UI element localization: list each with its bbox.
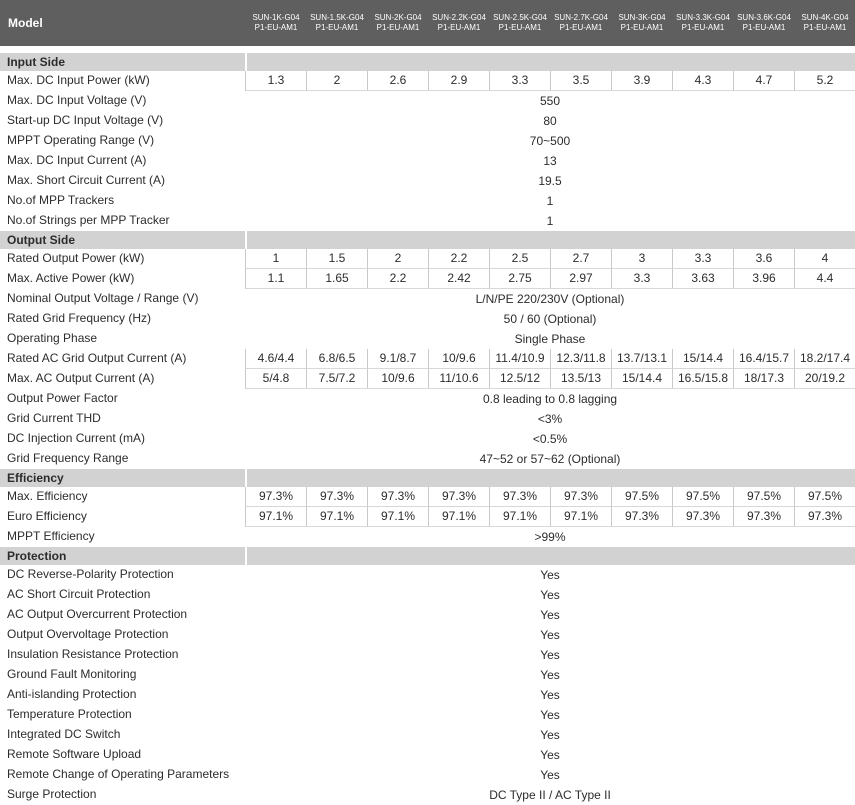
cell-value: 10/9.6 xyxy=(367,369,428,389)
cell-value: 18.2/17.4 xyxy=(794,349,855,369)
cell-value-span: Yes xyxy=(540,707,560,722)
cell-value: 1.1 xyxy=(245,269,306,289)
cell-value: 5/4.8 xyxy=(245,369,306,389)
table-row xyxy=(0,645,855,665)
table-row xyxy=(0,605,855,625)
cell-value: 4.3 xyxy=(672,71,733,91)
cell-value: 97.3% xyxy=(245,487,306,507)
cell-value: 16.5/15.8 xyxy=(672,369,733,389)
model-name-line2: P1-EU-AM1 xyxy=(498,23,542,32)
cell-value: 13.5/13 xyxy=(550,369,611,389)
cell-value: 2.5 xyxy=(489,249,550,269)
cell-value: 3.6 xyxy=(733,249,794,269)
model-name-line1: SUN-1K-G04 xyxy=(252,13,300,22)
table-row xyxy=(0,191,855,211)
row-label: Remote Software Upload xyxy=(0,745,245,765)
row-label: Max. AC Output Current (A) xyxy=(0,369,245,389)
table-row xyxy=(0,765,855,785)
cell-value: 3.3 xyxy=(672,249,733,269)
row-label: MPPT Efficiency xyxy=(0,527,245,547)
cell-value-span: <0.5% xyxy=(532,431,568,446)
cell-value: 1.65 xyxy=(306,269,367,289)
cell-value: 97.5% xyxy=(672,487,733,507)
cell-value: 97.3% xyxy=(428,487,489,507)
model-name-line1: SUN-4K-G04 xyxy=(801,13,849,22)
table-header xyxy=(0,0,855,53)
cell-value: 1.5 xyxy=(306,249,367,269)
row-label: Output Overvoltage Protection xyxy=(0,625,245,645)
row-label: No.of MPP Trackers xyxy=(0,191,245,211)
cell-value: 4.6/4.4 xyxy=(245,349,306,369)
cell-value-span: 19.5 xyxy=(538,173,562,188)
model-name-line2: P1-EU-AM1 xyxy=(620,23,664,32)
cell-value: 11.4/10.9 xyxy=(489,349,550,369)
cell-value-span: 70~500 xyxy=(529,133,571,148)
cell-value-span: Yes xyxy=(540,627,560,642)
table-row xyxy=(0,389,855,409)
cell-value: 97.3% xyxy=(611,507,672,527)
cell-value: 13.7/13.1 xyxy=(611,349,672,369)
table-row xyxy=(0,785,855,805)
row-label: Euro Efficiency xyxy=(0,507,245,527)
row-label: Rated AC Grid Output Current (A) xyxy=(0,349,245,369)
cell-value: 12.5/12 xyxy=(489,369,550,389)
model-header xyxy=(611,0,672,46)
table-row xyxy=(0,705,855,725)
row-label: Operating Phase xyxy=(0,329,245,349)
table-row xyxy=(0,665,855,685)
cell-value-span: Yes xyxy=(540,747,560,762)
row-label: Grid Frequency Range xyxy=(0,449,245,469)
cell-value: 2.97 xyxy=(550,269,611,289)
cell-value: 97.3% xyxy=(550,487,611,507)
cell-value: 97.5% xyxy=(611,487,672,507)
table-row xyxy=(0,409,855,429)
model-name-line1: SUN-3.3K-G04 xyxy=(676,13,730,22)
cell-value: 7.5/7.2 xyxy=(306,369,367,389)
cell-value-span: 47~52 or 57~62 (Optional) xyxy=(479,451,621,466)
cell-value-span: 13 xyxy=(543,153,557,168)
section-title: Input Side xyxy=(0,53,245,71)
section-fill xyxy=(245,53,855,71)
model-header xyxy=(428,0,489,46)
row-label: DC Reverse-Polarity Protection xyxy=(0,565,245,585)
section-title: Efficiency xyxy=(0,469,245,487)
model-name-line1: SUN-1.5K-G04 xyxy=(310,13,364,22)
row-label: Rated Grid Frequency (Hz) xyxy=(0,309,245,329)
row-label: No.of Strings per MPP Tracker xyxy=(0,211,245,231)
cell-value-span: DC Type II / AC Type II xyxy=(489,787,611,802)
table-row xyxy=(0,527,855,547)
model-header xyxy=(245,0,306,46)
row-label: Max. Active Power (kW) xyxy=(0,269,245,289)
table-row xyxy=(0,487,855,507)
cell-value: 15/14.4 xyxy=(611,369,672,389)
cell-value-span: Yes xyxy=(540,667,560,682)
cell-value: 5.2 xyxy=(794,71,855,91)
row-label: Anti-islanding Protection xyxy=(0,685,245,705)
section-header xyxy=(0,53,855,71)
table-row xyxy=(0,289,855,309)
cell-value: 97.1% xyxy=(245,507,306,527)
cell-value: 97.3% xyxy=(367,487,428,507)
row-label: Ground Fault Monitoring xyxy=(0,665,245,685)
cell-value-span: 1 xyxy=(546,213,554,228)
row-label: Rated Output Power (kW) xyxy=(0,249,245,269)
cell-value: 18/17.3 xyxy=(733,369,794,389)
cell-value: 97.3% xyxy=(733,507,794,527)
table-row xyxy=(0,211,855,231)
cell-value-span: Yes xyxy=(540,727,560,742)
cell-value: 6.8/6.5 xyxy=(306,349,367,369)
model-name-line1: SUN-2.5K-G04 xyxy=(493,13,547,22)
cell-value: 97.1% xyxy=(489,507,550,527)
cell-value-span: 550 xyxy=(539,93,561,108)
cell-value: 4.4 xyxy=(794,269,855,289)
cell-value-span: Yes xyxy=(540,647,560,662)
row-label: Insulation Resistance Protection xyxy=(0,645,245,665)
row-label: Max. DC Input Current (A) xyxy=(0,151,245,171)
cell-value: 3.96 xyxy=(733,269,794,289)
cell-value: 15/14.4 xyxy=(672,349,733,369)
table-row xyxy=(0,507,855,527)
row-label: Grid Current THD xyxy=(0,409,245,429)
cell-value: 97.3% xyxy=(672,507,733,527)
cell-value: 97.1% xyxy=(550,507,611,527)
row-label: Nominal Output Voltage / Range (V) xyxy=(0,289,245,309)
model-header xyxy=(672,0,733,46)
cell-value: 3.5 xyxy=(550,71,611,91)
cell-value-span: Yes xyxy=(540,567,560,582)
cell-value: 12.3/11.8 xyxy=(550,349,611,369)
cell-value: 1 xyxy=(245,249,306,269)
row-label: Max. Efficiency xyxy=(0,487,245,507)
model-name-line2: P1-EU-AM1 xyxy=(803,23,847,32)
table-row xyxy=(0,725,855,745)
model-name-line2: P1-EU-AM1 xyxy=(681,23,725,32)
model-name-line2: P1-EU-AM1 xyxy=(315,23,359,32)
cell-value: 10/9.6 xyxy=(428,349,489,369)
model-name-line1: SUN-3K-G04 xyxy=(618,13,666,22)
cell-value: 97.1% xyxy=(367,507,428,527)
cell-value-span: Yes xyxy=(540,767,560,782)
cell-value: 4 xyxy=(794,249,855,269)
table-row xyxy=(0,349,855,369)
row-label: Output Power Factor xyxy=(0,389,245,409)
table-row xyxy=(0,585,855,605)
table-row xyxy=(0,131,855,151)
table-row xyxy=(0,71,855,91)
section-fill xyxy=(245,231,855,249)
section-fill xyxy=(245,469,855,487)
section-header xyxy=(0,469,855,487)
row-label: Max. DC Input Power (kW) xyxy=(0,71,245,91)
table-row xyxy=(0,685,855,705)
cell-value: 97.5% xyxy=(794,487,855,507)
cell-value: 9.1/8.7 xyxy=(367,349,428,369)
table-row xyxy=(0,449,855,469)
model-header xyxy=(489,0,550,46)
cell-value: 3.3 xyxy=(611,269,672,289)
cell-value: 97.3% xyxy=(306,487,367,507)
cell-value: 97.3% xyxy=(489,487,550,507)
cell-value: 2 xyxy=(367,249,428,269)
table-row xyxy=(0,91,855,111)
cell-value: 1.3 xyxy=(245,71,306,91)
row-label: AC Output Overcurrent Protection xyxy=(0,605,245,625)
model-header-label: Model xyxy=(0,0,245,46)
row-label: Temperature Protection xyxy=(0,705,245,725)
cell-value: 2.42 xyxy=(428,269,489,289)
section-header xyxy=(0,231,855,249)
row-label: DC Injection Current (mA) xyxy=(0,429,245,449)
cell-value: 16.4/15.7 xyxy=(733,349,794,369)
table-row xyxy=(0,269,855,289)
model-name-line2: P1-EU-AM1 xyxy=(254,23,298,32)
row-label: Remote Change of Operating Parameters xyxy=(0,765,245,785)
table-row xyxy=(0,111,855,131)
model-name-line2: P1-EU-AM1 xyxy=(437,23,481,32)
model-name-line2: P1-EU-AM1 xyxy=(376,23,420,32)
row-label: Integrated DC Switch xyxy=(0,725,245,745)
cell-value: 2.9 xyxy=(428,71,489,91)
section-title: Protection xyxy=(0,547,245,565)
row-label: Surge Protection xyxy=(0,785,245,805)
cell-value-span: 1 xyxy=(546,193,554,208)
model-name-line1: SUN-2.7K-G04 xyxy=(554,13,608,22)
table-row xyxy=(0,329,855,349)
table-row xyxy=(0,745,855,765)
model-name-line2: P1-EU-AM1 xyxy=(742,23,786,32)
cell-value: 11/10.6 xyxy=(428,369,489,389)
cell-value: 4.7 xyxy=(733,71,794,91)
table-body xyxy=(0,53,855,805)
cell-value: 97.1% xyxy=(306,507,367,527)
cell-value: 97.1% xyxy=(428,507,489,527)
table-row xyxy=(0,151,855,171)
cell-value-span: 0.8 leading to 0.8 lagging xyxy=(482,391,618,406)
model-name-line1: SUN-2.2K-G04 xyxy=(432,13,486,22)
model-name-line1: SUN-2K-G04 xyxy=(374,13,422,22)
row-label: Max. Short Circuit Current (A) xyxy=(0,171,245,191)
table-row xyxy=(0,565,855,585)
model-header xyxy=(733,0,794,46)
section-title: Output Side xyxy=(0,231,245,249)
cell-value: 2.75 xyxy=(489,269,550,289)
cell-value-span: Single Phase xyxy=(514,331,586,346)
table-row xyxy=(0,429,855,449)
table-row xyxy=(0,309,855,329)
cell-value: 2 xyxy=(306,71,367,91)
cell-value: 3.63 xyxy=(672,269,733,289)
cell-value: 2.2 xyxy=(428,249,489,269)
model-name-line2: P1-EU-AM1 xyxy=(559,23,603,32)
model-name-line1: SUN-3.6K-G04 xyxy=(737,13,791,22)
row-label: AC Short Circuit Protection xyxy=(0,585,245,605)
cell-value-span: Yes xyxy=(540,607,560,622)
table-row xyxy=(0,171,855,191)
cell-value: 3.3 xyxy=(489,71,550,91)
cell-value-span: 50 / 60 (Optional) xyxy=(503,311,597,326)
cell-value-span: Yes xyxy=(540,687,560,702)
row-label: Max. DC Input Voltage (V) xyxy=(0,91,245,111)
cell-value-span: 80 xyxy=(543,113,557,128)
table-row xyxy=(0,249,855,269)
model-header xyxy=(306,0,367,46)
model-header xyxy=(794,0,855,46)
cell-value: 97.3% xyxy=(794,507,855,527)
cell-value: 2.7 xyxy=(550,249,611,269)
row-label: Start-up DC Input Voltage (V) xyxy=(0,111,245,131)
table-row xyxy=(0,625,855,645)
table-row xyxy=(0,369,855,389)
cell-value: 20/19.2 xyxy=(794,369,855,389)
cell-value-span: L/N/PE 220/230V (Optional) xyxy=(475,291,625,306)
model-header xyxy=(367,0,428,46)
cell-value-span: Yes xyxy=(540,587,560,602)
cell-value: 3 xyxy=(611,249,672,269)
cell-value: 97.5% xyxy=(733,487,794,507)
cell-value-span: >99% xyxy=(534,529,566,544)
row-label: MPPT Operating Range (V) xyxy=(0,131,245,151)
section-fill xyxy=(245,547,855,565)
model-header xyxy=(550,0,611,46)
cell-value: 3.9 xyxy=(611,71,672,91)
section-header xyxy=(0,547,855,565)
cell-value: 2.6 xyxy=(367,71,428,91)
cell-value: 2.2 xyxy=(367,269,428,289)
cell-value-span: <3% xyxy=(537,411,563,426)
